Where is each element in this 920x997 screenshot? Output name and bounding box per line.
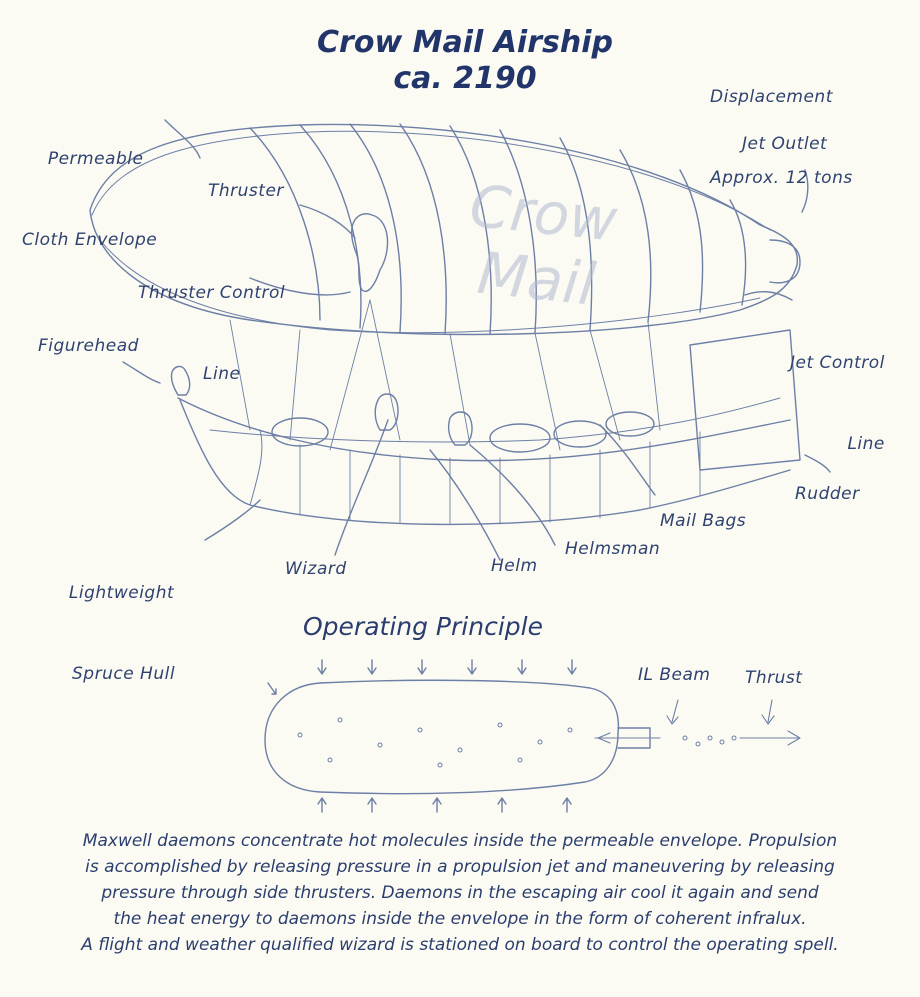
operating-caption bbox=[0, 828, 920, 958]
helm-label: Helm bbox=[491, 556, 538, 576]
wizard-label: Wizard bbox=[285, 559, 347, 579]
thrust-label: Thrust bbox=[745, 668, 803, 688]
caption-line-3: pressure through side thrusters. Daemons in the escaping air cool it again and send bbox=[101, 883, 819, 903]
jet-control-line-2: Line bbox=[847, 434, 885, 454]
hull-label-line-2: Spruce Hull bbox=[72, 664, 176, 684]
figurehead-label: Figurehead bbox=[38, 336, 139, 356]
jet-outlet-label: Jet Outlet bbox=[742, 134, 828, 154]
caption-line-5: A flight and weather qualified wizard is stationed on board to control the operating spell. bbox=[81, 935, 839, 955]
thruster-control-line-2: Line bbox=[203, 364, 241, 384]
hull-label-line-1: Lightweight bbox=[68, 583, 175, 603]
caption-line-1: Maxwell daemons concentrate hot molecules inside the permeable envelope. Propulsion bbox=[82, 831, 838, 851]
caption-line-2: is accomplished by releasing pressure in a propulsion jet and maneuvering by releasing bbox=[85, 857, 835, 877]
envelope-label-line-2: Cloth Envelope bbox=[22, 230, 158, 250]
thruster-control-line-1: Thruster Control bbox=[138, 283, 286, 303]
diagram-title bbox=[300, 25, 630, 97]
principle-envelope bbox=[265, 680, 618, 793]
title-line-2: ca. 2190 bbox=[393, 61, 537, 96]
helmsman-label: Helmsman bbox=[565, 539, 661, 559]
displacement-line-2: Approx. 12 tons bbox=[710, 168, 853, 188]
rudder-label: Rudder bbox=[795, 484, 860, 504]
principle-heading: Operating Principle bbox=[303, 612, 543, 641]
hull-label bbox=[68, 526, 175, 742]
il-beam-label: IL Beam bbox=[638, 665, 711, 685]
jet-control-label bbox=[790, 296, 885, 512]
title-line-1: Crow Mail Airship bbox=[317, 25, 613, 60]
displacement-line-1: Displacement bbox=[710, 87, 833, 107]
envelope-label-line-1: Permeable bbox=[47, 149, 144, 169]
caption-line-4: the heat energy to daemons inside the envelope in the form of coherent infralux. bbox=[113, 909, 807, 929]
envelope-label bbox=[22, 92, 157, 308]
thruster-label: Thruster bbox=[208, 181, 284, 201]
jet-control-line-1: Jet Control bbox=[790, 353, 885, 373]
mail-bags-label: Mail Bags bbox=[660, 511, 747, 531]
envelope-lettering: Crow Mail bbox=[466, 171, 621, 319]
helmsman-crow bbox=[449, 412, 472, 445]
thruster-control-label bbox=[138, 226, 285, 442]
